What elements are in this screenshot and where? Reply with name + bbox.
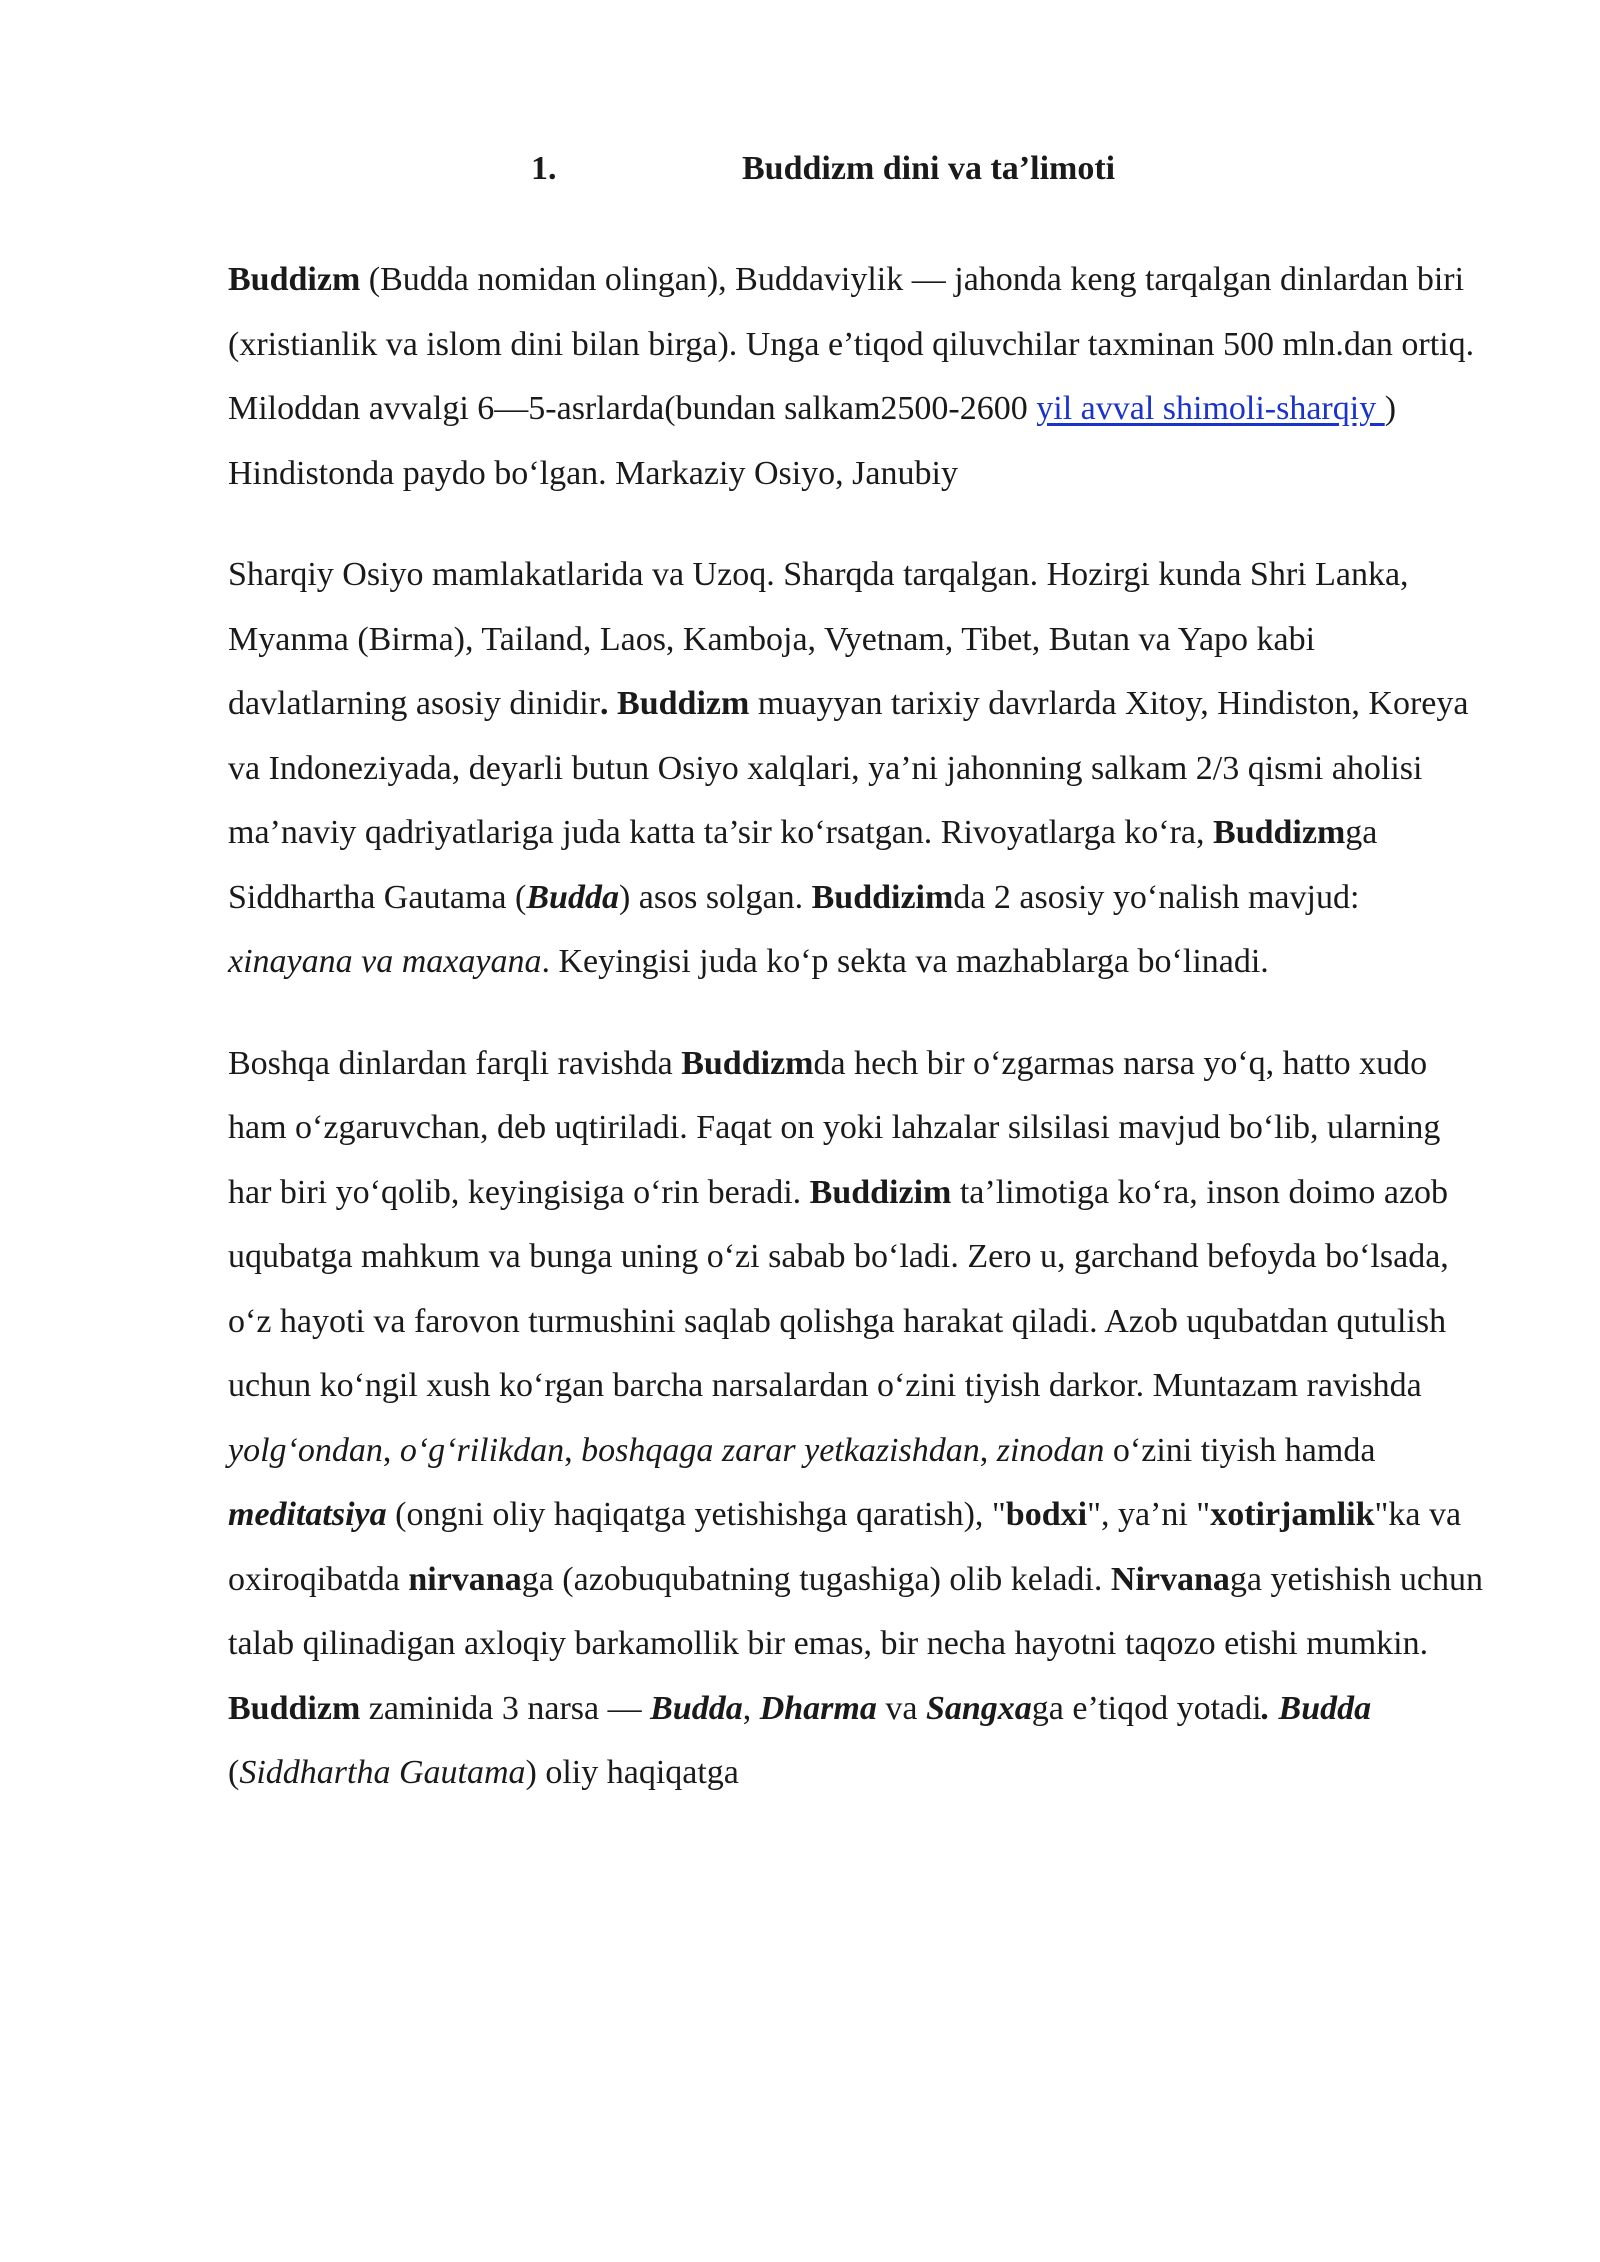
term-bold: Buddizim bbox=[811, 878, 954, 916]
term-bold: . Buddizm bbox=[600, 685, 750, 722]
text-run: ga Siddhartha Gautama ( bbox=[228, 814, 1378, 916]
term-bold: xotirjamlik bbox=[1210, 1496, 1375, 1533]
body-text bbox=[228, 248, 1488, 1843]
section-title: Buddizm dini va ta’limoti bbox=[742, 150, 1116, 187]
section-number: 1. bbox=[531, 150, 557, 187]
text-run: ) asos solgan. bbox=[618, 878, 812, 916]
term-bold-italic: Sangxa bbox=[925, 1689, 1032, 1727]
text-run: zaminida 3 narsa — bbox=[360, 1689, 651, 1727]
text-run: , bbox=[742, 1689, 760, 1727]
term-bold-italic: Dharma bbox=[759, 1689, 877, 1727]
text-run: (ongni oliy haqiqatga yetishishga qaratish), " bbox=[386, 1496, 1006, 1533]
term-bold: Buddizim bbox=[809, 1173, 952, 1211]
text-run: ga e’tiqod yotadi bbox=[1031, 1689, 1262, 1727]
text-run: ", ya’ni " bbox=[1087, 1496, 1211, 1533]
text-run: , bbox=[382, 1431, 400, 1469]
text-run: ) oliy haqiqatga bbox=[525, 1754, 739, 1791]
term-bold: bodxi bbox=[1005, 1496, 1088, 1533]
term-bold-italic: . Budda bbox=[1261, 1689, 1372, 1727]
text-run: , bbox=[564, 1431, 582, 1469]
text-run: da 2 asosiy yo‘nalish mavjud: bbox=[953, 878, 1360, 916]
term-bold: Nirvana bbox=[1110, 1560, 1230, 1598]
text-run: da hech bir o‘zgarmas narsa yo‘q, hatto xudo ham o‘zgaruvchan, deb uqtiriladi. Faqat on yoki lahzalar silsilasi mavjud bo‘lib, ularning har biri yo‘qolib, keyingisiga o‘rin beradi. bbox=[228, 1044, 1441, 1211]
text-run: va bbox=[876, 1689, 926, 1727]
text-run: Boshqa dinlardan farqli ravishda bbox=[228, 1044, 682, 1082]
text-run: muayyan tarixiy davrlarda Xitoy, Hindiston, Koreya va Indoneziyada, deyarli butun Osiyo xalqlari, ya’ni jahonning salkam 2/3 qismi aholisi ma’naviy qadriyatlariga juda katta ta’sir ko‘rsatgan. Rivoyatlarga ko‘ra, bbox=[228, 685, 1469, 851]
hyperlink[interactable]: yil avval shimoli-sharqiy bbox=[1036, 390, 1385, 427]
term-bold: nirvana bbox=[408, 1560, 522, 1598]
term-italic: boshqaga zarar yetkazishdan bbox=[581, 1431, 980, 1469]
text-run: ga yetishish uchun talab qilinadigan axloqiy barkamollik bir emas, bir necha hayotni taqozo etishi mumkin. bbox=[228, 1560, 1483, 1662]
section-heading bbox=[0, 150, 1600, 200]
paragraph-1 bbox=[228, 248, 1488, 506]
text-run: ( bbox=[228, 1754, 240, 1791]
text-run: , bbox=[979, 1431, 997, 1469]
term-italic: Siddhartha Gautama bbox=[239, 1754, 526, 1791]
term-bold: Buddizm bbox=[681, 1044, 814, 1082]
paragraph-3 bbox=[228, 1032, 1488, 1806]
text-run: ga (azobuqubatning tugashiga) olib keladi. bbox=[521, 1560, 1111, 1598]
text-run: ta’limotiga ko‘ra, inson doimo azob uqubatga mahkum va bunga uning o‘zi sabab bo‘ladi. Zero u, garchand befoyda bo‘lsada, o‘z hayoti va farovon turmushini saqlab qolishga harakat qiladi. Azob uqubatdan qutulish uchun ko‘ngil xush ko‘rgan barcha narsalardan o‘zini tiyish darkor. Muntazam ravishda bbox=[228, 1173, 1449, 1404]
text-run: o‘zini tiyish hamda bbox=[1104, 1431, 1376, 1469]
term-bold-italic: Budda bbox=[650, 1689, 743, 1727]
term-bold: Buddizm bbox=[1213, 814, 1346, 851]
term-bold-italic: meditatsiya bbox=[228, 1496, 387, 1533]
term-italic: zinodan bbox=[996, 1431, 1105, 1469]
text-run: ) Hindistonda paydo bo‘lgan. Markaziy Osiyo, Janubiy bbox=[228, 390, 1397, 492]
term-bold-italic: Budda bbox=[526, 878, 619, 916]
term-italic: o‘g‘rilikdan bbox=[399, 1431, 565, 1469]
term-italic: xinayana va maxayana bbox=[228, 943, 542, 980]
term-bold: Buddizm bbox=[228, 1689, 361, 1727]
term-italic: yolg‘ondan bbox=[228, 1431, 383, 1469]
paragraph-2 bbox=[228, 543, 1488, 995]
term-bold: Buddizm bbox=[228, 261, 361, 298]
text-run: . Keyingisi juda ko‘p sekta va mazhablarga bo‘linadi. bbox=[541, 943, 1269, 980]
text-run: "ka va oxiroqibatda bbox=[228, 1496, 1462, 1598]
text-run: (Budda nomidan olingan), Buddaviylik — jahonda keng tarqalgan dinlardan biri (xristianlik va islom dini bilan birga). Unga e’tiqod qiluvchilar taxminan 500 mln.dan ortiq. Miloddan avvalgi 6—5-asrlarda(bundan salkam2500-2600 bbox=[228, 261, 1475, 427]
text-run: Sharqiy Osiyo mamlakatlarida va Uzoq. Sharqda tarqalgan. Hozirgi kunda Shri Lanka, Myanma (Birma), Tailand, Laos, Kamboja, Vyetnam, Tibet, Butan va Yapo kabi davlatlarning asosiy dinidir bbox=[228, 556, 1409, 722]
